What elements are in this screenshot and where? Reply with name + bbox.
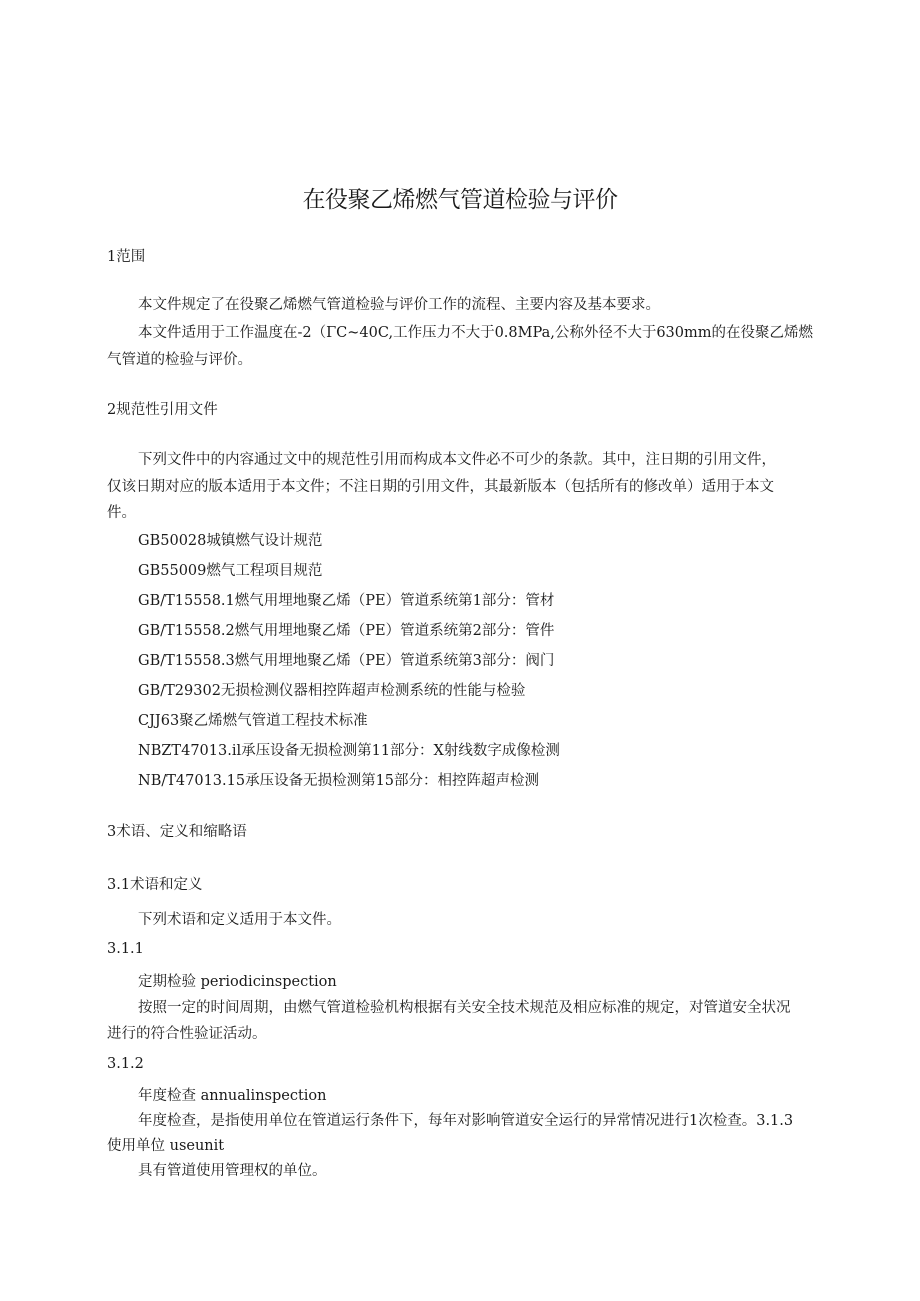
term-number: 3.1.2 <box>107 1056 144 1072</box>
reference-item: NBZT47013.il承压设备无损检测第11部分：X射线数字成像检测 <box>138 743 560 759</box>
term-definition-line-1: 年度检查，是指使用单位在管道运行条件下，每年对影响管道安全运行的异常情况进行1次检查。3.1.3 <box>138 1113 794 1129</box>
document-title: 在役聚乙烯燃气管道检验与评价 <box>302 187 618 213</box>
reference-item: GB/T15558.1燃气用埋地聚乙烯（PE）管道系统第1部分：管材 <box>138 593 555 609</box>
reference-item: CJJ63聚乙烯燃气管道工程技术标准 <box>138 713 368 729</box>
term-definition: 具有管道使用管理权的单位。 <box>138 1163 327 1179</box>
section-1-paragraph-2-line-2: 气管道的检验与评价。 <box>107 352 252 368</box>
section-1-paragraph-1: 本文件规定了在役聚乙烯燃气管道检验与评价工作的流程、主要内容及基本要求。 <box>138 297 660 313</box>
section-3-1-intro: 下列术语和定义适用于本文件。 <box>138 912 341 928</box>
section-1-heading: 1范围 <box>107 249 146 265</box>
reference-item: NB/T47013.15承压设备无损检测第15部分：相控阵超声检测 <box>138 773 540 789</box>
reference-item: GB/T15558.2燃气用埋地聚乙烯（PE）管道系统第2部分：管件 <box>138 623 555 639</box>
reference-item: GB/T29302无损检测仪器相控阵超声检测系统的性能与检验 <box>138 683 526 699</box>
term-definition-line-2: 进行的符合性验证活动。 <box>107 1026 267 1042</box>
section-3-heading: 3术语、定义和缩略语 <box>107 824 247 840</box>
term-number: 3.1.1 <box>107 941 144 957</box>
section-2-intro-line-2: 仅该日期对应的版本适用于本文件；不注日期的引用文件，其最新版本（包括所有的修改单）适用于本文 <box>107 479 774 495</box>
section-2-intro-line-3: 件。 <box>107 505 136 521</box>
reference-item: GB/T15558.3燃气用埋地聚乙烯（PE）管道系统第3部分：阀门 <box>138 653 555 669</box>
term-name: 定期检验 periodicinspection <box>138 974 337 990</box>
reference-item: GB55009燃气工程项目规范 <box>138 563 323 579</box>
section-3-1-heading: 3.1术语和定义 <box>107 877 203 893</box>
section-2-intro-line-1: 下列文件中的内容通过文中的规范性引用而构成本文件必不可少的条款。其中，注日期的引用文件， <box>138 452 776 468</box>
term-name: 使用单位 useunit <box>107 1138 225 1154</box>
section-2-heading: 2规范性引用文件 <box>107 402 218 418</box>
section-1-paragraph-2-line-1: 本文件适用于工作温度在-2（ΓC~40C,工作压力不大于0.8MPa,公称外径不大于630mm的在役聚乙烯燃 <box>138 325 814 341</box>
term-name: 年度检查 annualinspection <box>138 1088 327 1104</box>
reference-item: GB50028城镇燃气设计规范 <box>138 533 323 549</box>
term-definition-line-1: 按照一定的时间周期，由燃气管道检验机构根据有关安全技术规范及相应标准的规定，对管道安全状况 <box>138 1000 791 1016</box>
